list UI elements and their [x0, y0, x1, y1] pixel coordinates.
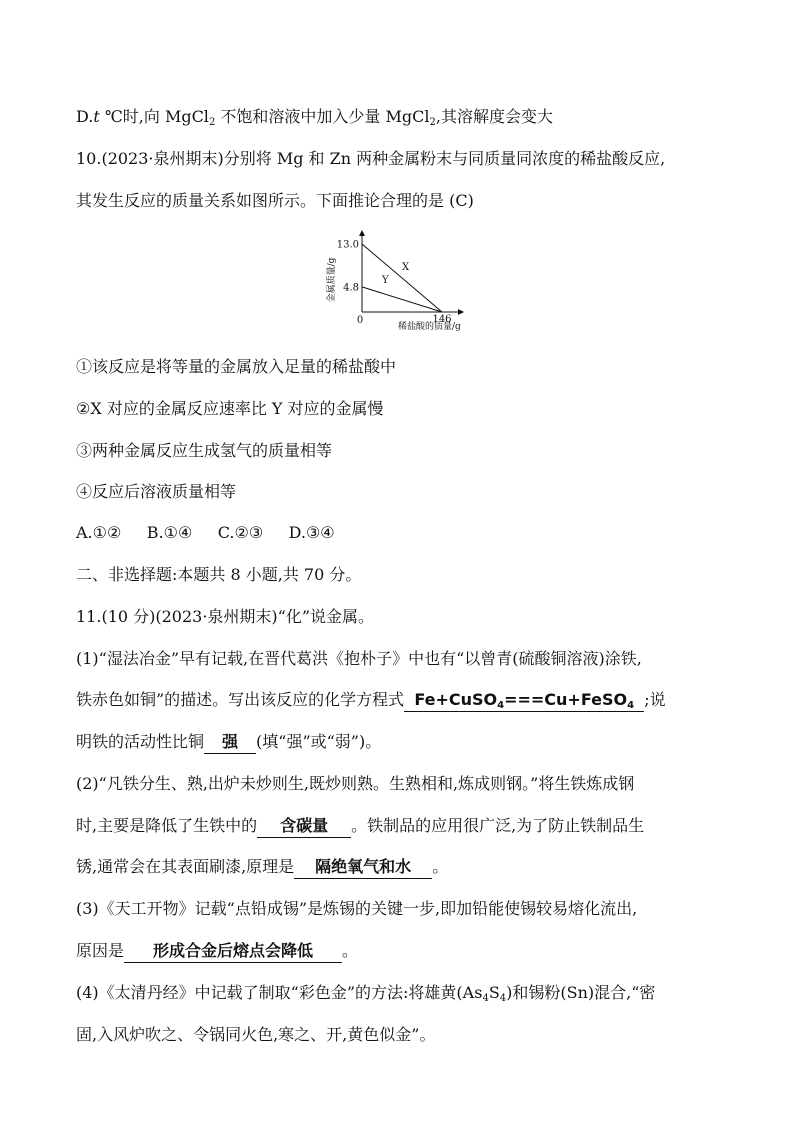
x-tick-label: 146	[432, 314, 452, 325]
q10-choices: A.①② B.①④ C.②③ D.③④	[76, 523, 335, 542]
y-tick-label: 4.8	[343, 282, 359, 294]
q11-p1-line3	[76, 731, 381, 754]
q10-item-4: ④反应后溶液质量相等	[76, 482, 237, 501]
q11-p2-text3b: 。	[432, 857, 449, 876]
q11-p2-line2	[76, 815, 644, 838]
option-d-text-1: ℃时,向 MgCl	[99, 107, 209, 126]
q10-stem-line1: 10.(2023·泉州期末)分别将 Mg 和 Zn 两种金属粉末与同质量同浓度的稀盐酸反应,	[76, 149, 666, 168]
q11-title: 11.(10 分)(2023·泉州期末)“化”说金属。	[76, 607, 375, 626]
mass-relation-graph	[322, 228, 472, 340]
y-axis-title: 金属质量/g	[327, 257, 337, 303]
q11-p1-text3a: 明铁的活动性比铜	[76, 732, 205, 751]
origin-label: 0	[356, 315, 364, 326]
variable-t: t	[93, 107, 100, 126]
option-d-text-2: 不饱和溶液中加入少量 MgCl	[215, 107, 430, 126]
y-axis-arrow	[359, 230, 365, 236]
q11-p1-text3b: (填“强”或“弱”)。	[256, 732, 382, 751]
q11-p1-text-end: ;说	[644, 690, 666, 709]
eq-part-a: Fe+CuSO	[414, 690, 498, 709]
series-label-y: Y	[382, 275, 389, 286]
q11-p2-text2b: 。铁制品的应用很广泛,为了防止铁制品生	[351, 816, 645, 835]
q11-p1-text: 铁赤色如铜”的描述。写出该反应的化学方程式	[76, 690, 405, 709]
q11-p3-line2	[76, 940, 358, 963]
x-axis-arrow	[458, 309, 464, 315]
q10-item-3: ③两种金属反应生成氢气的质量相等	[76, 441, 333, 460]
section-heading: 二、非选择题:本题共 8 小题,共 70 分。	[76, 565, 362, 584]
answer-blank-equation	[404, 689, 644, 712]
answer-blank-activity: 强	[204, 731, 256, 754]
q11-p4-text1b: )和锡粉(Sn)混合,“密	[506, 983, 656, 1002]
q11-p4-line2: 固,入风炉吹之、令锅同火色,寒之、开,黄色似金”。	[76, 1025, 436, 1044]
q11-p2-line1: (2)“凡铁分生、熟,出炉未炒则生,既炒则熟。生熟相和,炼成则钢。”将生铁炼成钢	[76, 774, 635, 793]
answer-blank-paint-principle: 隔绝氧气和水	[294, 856, 432, 879]
q11-p1-line1: (1)“湿法冶金”早有记载,在晋代葛洪《抱朴子》中也有“以曾青(硫酸铜溶液)涂铁,	[76, 649, 642, 668]
q11-p2-line3	[76, 856, 448, 879]
q10-item-2: ②X 对应的金属反应速率比 Y 对应的金属慢	[76, 399, 384, 418]
subscript: 4	[627, 700, 635, 711]
y-tick-label: 13.0	[336, 239, 359, 251]
x-axis-title: 稀盐酸的质量/g	[398, 322, 461, 332]
q11-p4-mid: S	[488, 983, 500, 1002]
eq-part-b: ===Cu+FeSO	[504, 690, 628, 709]
q10-stem-line2: 其发生反应的质量关系如图所示。下面推论合理的是 (C)	[76, 191, 474, 210]
q11-p4-line1	[76, 982, 655, 1004]
subscript: 4	[499, 993, 507, 1004]
series-line-x	[362, 244, 442, 312]
option-d	[76, 106, 553, 128]
q11-p3-line1: (3)《天工开物》记载“点铅成锡”是炼锡的关键一步,即加铅能使锡较易熔化流出,	[76, 899, 638, 918]
answer-blank-melting-point: 形成合金后熔点会降低	[124, 940, 342, 963]
q11-p3-text2a: 原因是	[76, 941, 125, 960]
subscript: 2	[429, 117, 436, 128]
q11-p3-text2b: 。	[342, 941, 359, 960]
series-label-x: X	[402, 262, 410, 273]
q11-p4-text1a: (4)《太清丹经》中记载了制取“彩色金”的方法:将雄黄(As	[76, 983, 483, 1002]
option-d-lead: D.	[76, 107, 94, 126]
subscript: 4	[482, 993, 489, 1004]
subscript: 4	[497, 700, 505, 711]
series-line-y	[362, 287, 442, 312]
subscript: 2	[208, 117, 216, 128]
q11-p2-text2a: 时,主要是降低了生铁中的	[76, 816, 258, 835]
option-d-text-3: ,其溶解度会变大	[435, 107, 553, 126]
q11-p2-text3a: 锈,通常会在其表面刷漆,原理是	[76, 857, 295, 876]
q11-p1-line2	[76, 689, 666, 712]
answer-blank-carbon: 含碳量	[257, 815, 351, 838]
q10-item-1: ①该反应是将等量的金属放入足量的稀盐酸中	[76, 357, 397, 376]
